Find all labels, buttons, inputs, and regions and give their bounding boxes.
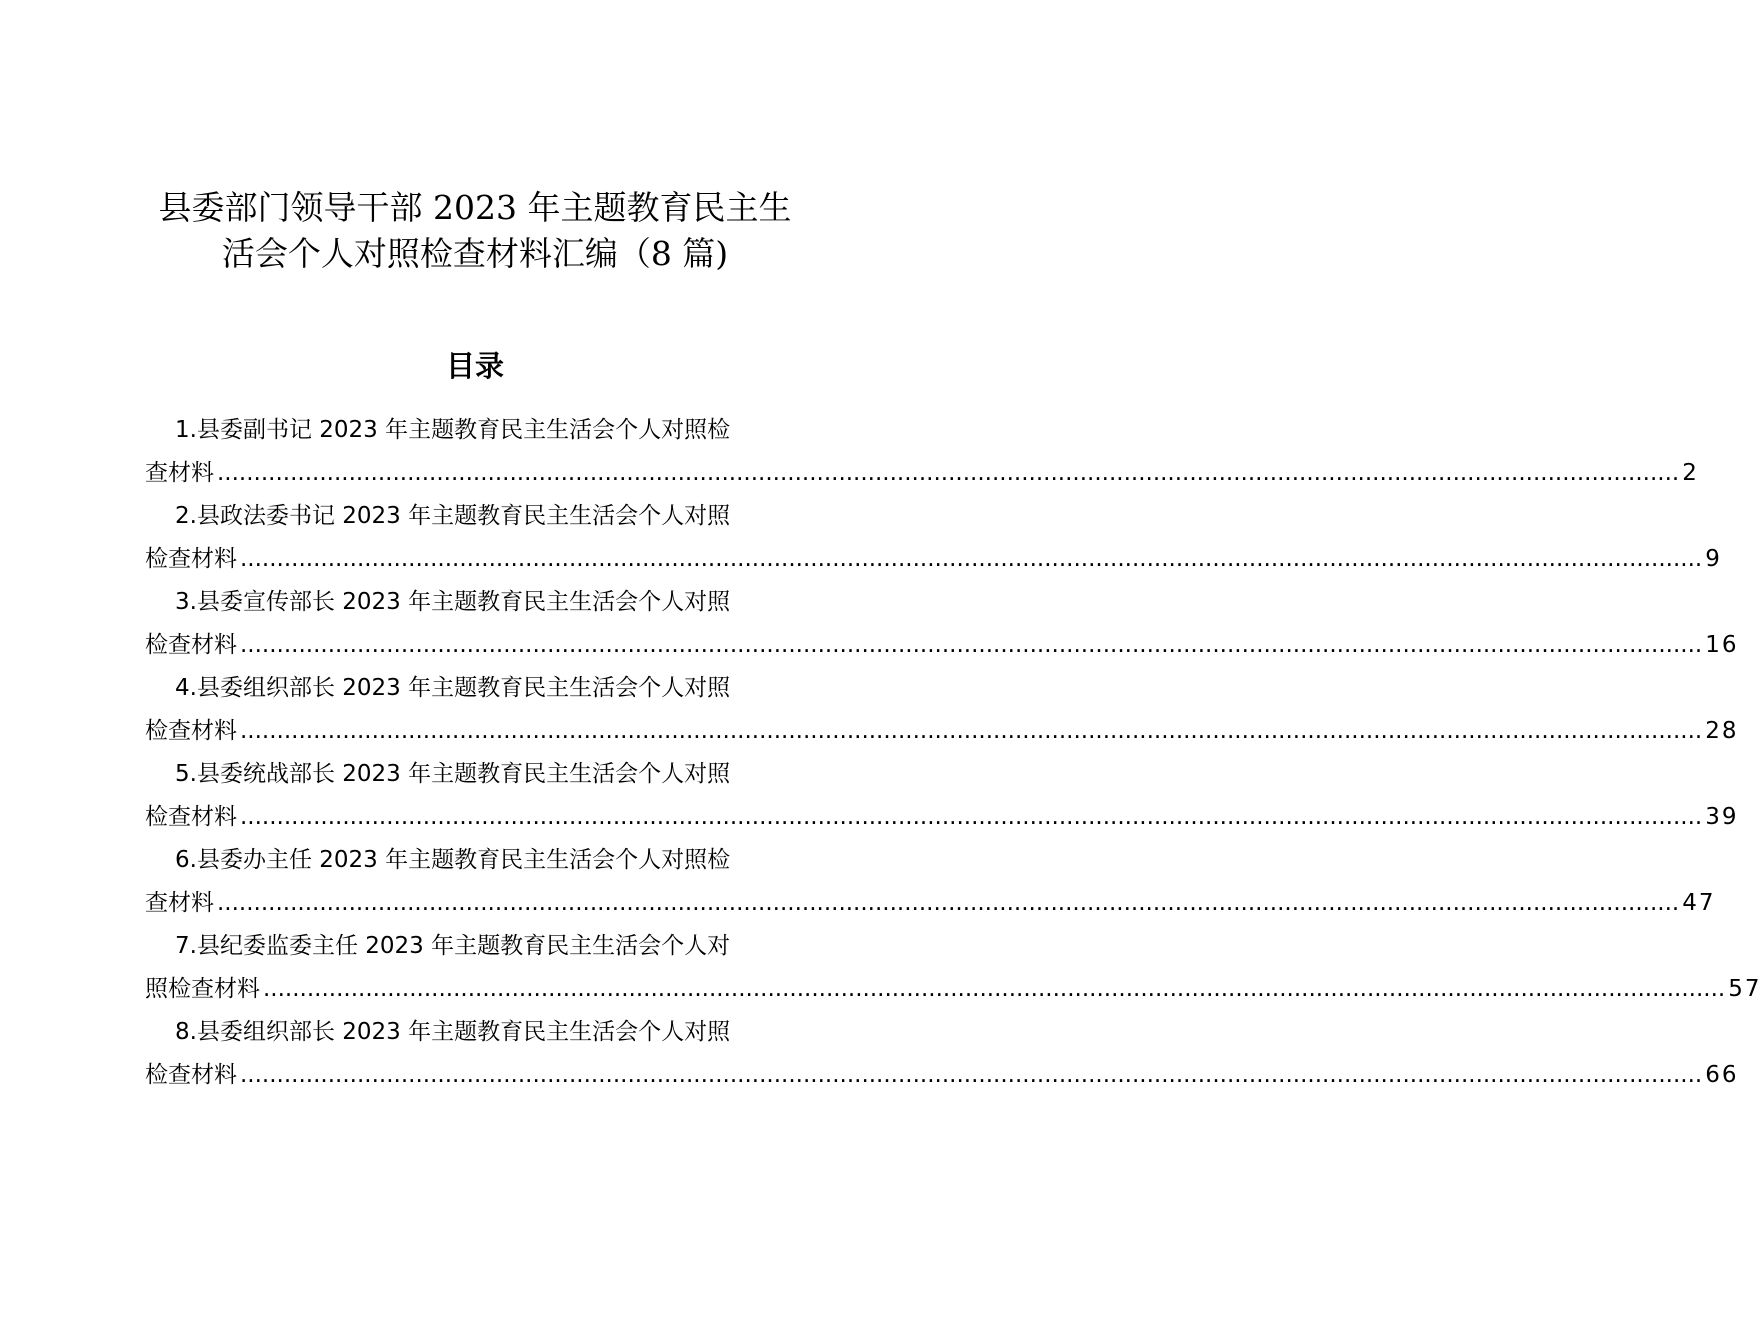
table-of-contents — [145, 408, 1762, 1096]
toc-dot-leader: ........................................................................................................................................................................................................ — [240, 1062, 1703, 1088]
document-title-line-2: 活会个人对照检查材料汇编（8 篇) — [221, 234, 729, 273]
toc-item-1[interactable] — [145, 408, 1699, 494]
toc-item-continuation-row — [145, 624, 1739, 666]
toc-item-title-continuation: 检查材料 — [145, 632, 237, 658]
toc-item-title: 3.县委宣传部长 2023 年主题教育民主生活会个人对照 — [175, 589, 731, 615]
toc-item-title: 4.县委组织部长 2023 年主题教育民主生活会个人对照 — [175, 675, 731, 701]
toc-dot-leader: ........................................................................................................................................................................................................ — [263, 976, 1726, 1002]
document-title — [100, 185, 850, 277]
toc-heading: 目录 — [445, 349, 504, 383]
toc-item-2[interactable] — [145, 494, 1722, 580]
toc-page-number: 2 — [1682, 460, 1699, 486]
toc-item-title: 7.县纪委监委主任 2023 年主题教育民主生活会个人对 — [175, 933, 731, 959]
toc-item-title-continuation: 查材料 — [145, 890, 214, 916]
toc-item-title-continuation: 检查材料 — [145, 804, 237, 830]
toc-item-title-continuation: 检查材料 — [145, 546, 237, 572]
toc-item-continuation-row — [145, 1054, 1739, 1096]
toc-dot-leader: ........................................................................................................................................................................................................ — [240, 632, 1703, 658]
toc-item-5[interactable] — [145, 752, 1739, 838]
toc-item-continuation-row — [145, 452, 1699, 494]
toc-item-title-continuation: 查材料 — [145, 460, 214, 486]
toc-item-title: 8.县委组织部长 2023 年主题教育民主生活会个人对照 — [175, 1019, 731, 1045]
toc-dot-leader: ........................................................................................................................................................................................................ — [240, 804, 1703, 830]
toc-item-continuation-row — [145, 796, 1739, 838]
toc-page-number: 16 — [1705, 632, 1739, 658]
toc-item-8[interactable] — [145, 1010, 1739, 1096]
toc-item-continuation-row — [145, 968, 1762, 1010]
toc-item-7[interactable] — [145, 924, 1762, 1010]
toc-item-title: 6.县委办主任 2023 年主题教育民主生活会个人对照检 — [175, 847, 731, 873]
toc-item-title: 5.县委统战部长 2023 年主题教育民主生活会个人对照 — [175, 761, 731, 787]
toc-item-6[interactable] — [145, 838, 1716, 924]
toc-page-number: 28 — [1705, 718, 1739, 744]
toc-dot-leader: ........................................................................................................................................................................................................ — [240, 718, 1703, 744]
toc-item-3[interactable] — [145, 580, 1739, 666]
document-title-line-1: 县委部门领导干部 2023 年主题教育民主生 — [158, 188, 792, 227]
toc-item-title: 1.县委副书记 2023 年主题教育民主生活会个人对照检 — [175, 417, 731, 443]
toc-item-continuation-row — [145, 538, 1722, 580]
toc-item-continuation-row — [145, 710, 1739, 752]
toc-item-continuation-row — [145, 882, 1716, 924]
toc-dot-leader: ........................................................................................................................................................................................................ — [217, 460, 1680, 486]
toc-item-title-continuation: 检查材料 — [145, 718, 237, 744]
toc-page-number: 39 — [1705, 804, 1739, 830]
toc-dot-leader: ........................................................................................................................................................................................................ — [240, 546, 1703, 572]
toc-page-number: 57 — [1728, 976, 1762, 1002]
toc-item-title-continuation: 照检查材料 — [145, 976, 260, 1002]
toc-item-title-continuation: 检查材料 — [145, 1062, 237, 1088]
toc-item-title: 2.县政法委书记 2023 年主题教育民主生活会个人对照 — [175, 503, 731, 529]
toc-page-number: 47 — [1682, 890, 1716, 916]
toc-item-4[interactable] — [145, 666, 1739, 752]
toc-page-number: 9 — [1705, 546, 1722, 572]
toc-page-number: 66 — [1705, 1062, 1739, 1088]
toc-dot-leader: ........................................................................................................................................................................................................ — [217, 890, 1680, 916]
